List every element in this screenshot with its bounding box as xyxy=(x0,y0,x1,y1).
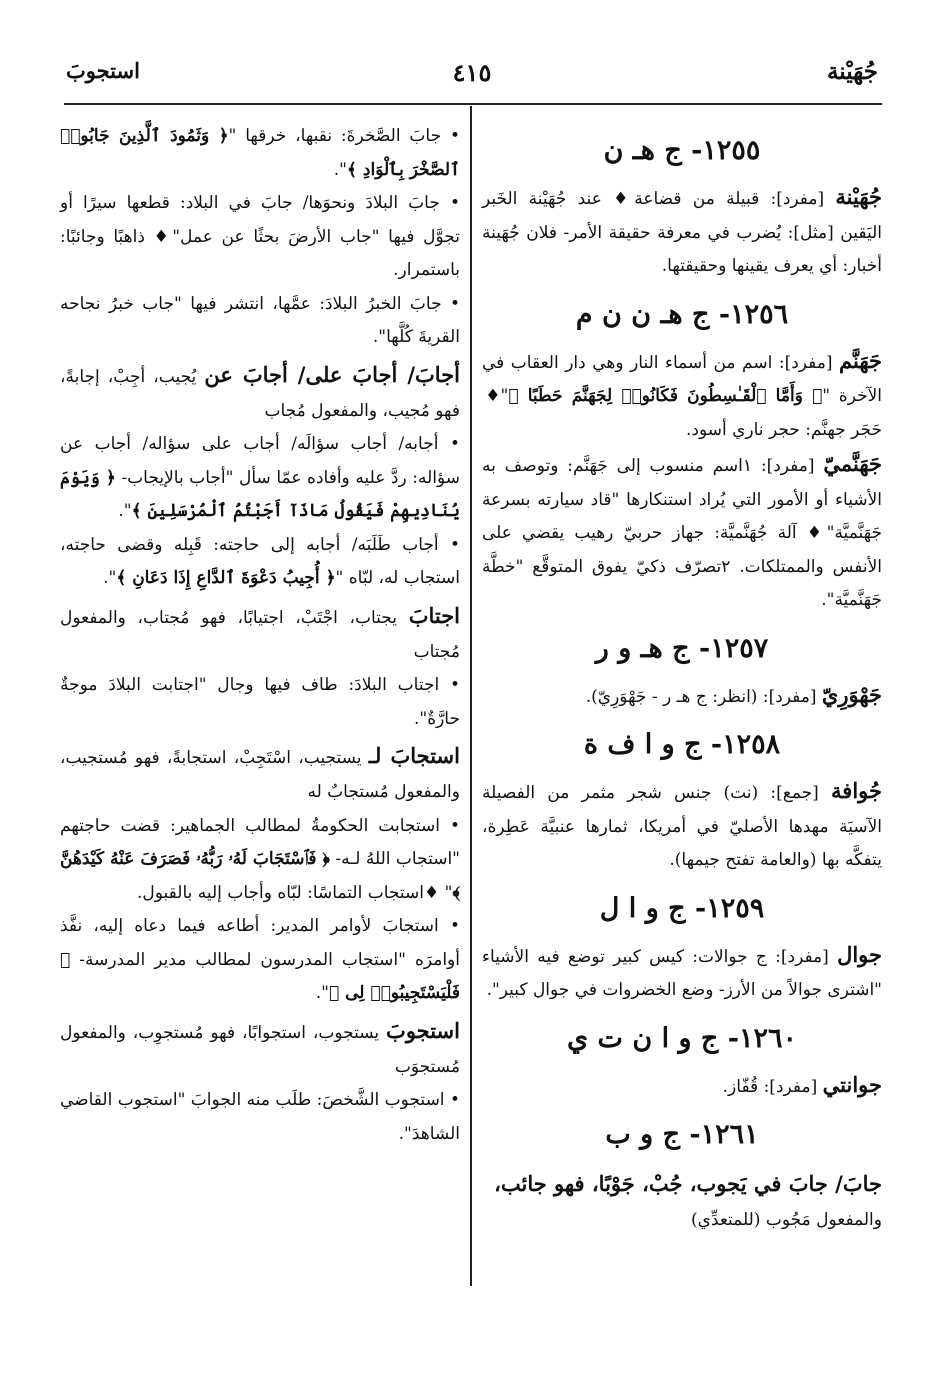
verb-forms: يستجيب، اسْتَجِبْ، استجابةً، فهو مُستجيب، والمفعول مُستجابٌ له xyxy=(60,748,460,802)
sense-text: استجابت الحكومةُ لمطالب الجماهير: قضت حاجتهم "استجاب اللهُ لـه- xyxy=(60,815,460,869)
verb-forms: يجتاب، اجْتَبْ، اجتيابًا، فهو مُجتاب، والمفعول مُجتاب xyxy=(60,607,460,662)
quran-quote: ﴿ وَثَمُودَ ٱلَّذِينَ جَابُوا۟ ٱلصَّخْرَ بِٱلْوَادِ ﴾ xyxy=(60,126,460,180)
sense-text: أجابه/ أجاب سؤالَه/ أجاب على سؤاله/ أجاب عن سؤاله: ردَّ عليه وأفاده عمّا سأل "أجاب بالإيجاب- xyxy=(60,434,460,488)
entry-1255 xyxy=(482,180,882,284)
left-column xyxy=(60,120,460,1151)
verb-lemma: اجتابَ xyxy=(408,602,461,628)
sense-text: " ♦استجاب التماسًا: لبّاه وأجاب إليه بالقبول. xyxy=(137,882,453,903)
lemma: جوانتي xyxy=(822,1071,882,1097)
lemma: جوال xyxy=(837,941,883,967)
lemma: جَهْوَرِيّ xyxy=(821,681,882,707)
right-column xyxy=(482,120,882,1238)
definition: [مفرد]: اسم من أسماء النار وهي دار العقاب في الآخرة " xyxy=(482,352,883,406)
verb-conjugation: جابَ/ جابَ في يَجوب، جُبْ، جَوْبًا، فهو جائب، xyxy=(494,1171,882,1196)
verb-entry xyxy=(60,355,460,429)
page-header xyxy=(66,58,878,94)
entry-1258 xyxy=(482,774,882,878)
lemma: جَهَنَّميّ xyxy=(823,451,882,476)
entry-1259 xyxy=(482,938,882,1008)
verb-forms: يستجوب، استجوابًا، فهو مُستجوِب، والمفعول مُستجوَب xyxy=(60,1022,460,1077)
sense-item xyxy=(60,810,460,911)
definition: [جمع]: (نت) جنس شجر مثمر من الفصيلة الآسيَة مهدها الأصليّ في أمريكا، ثمارها عنبيَّة عَطِرة، يتفكَّه بها (والعامة تفتح جيمها). xyxy=(482,783,882,870)
definition: [مفرد]: قبيلة من قضاعة♦ عند جُهَيْنة الخَبر اليَقين [مثل]: يُضرب في معرفة حقيقة الأمر- فلان جُهَينة أخبار: أي يعرف يقينها وحقيقتها. xyxy=(482,189,882,276)
entry-1256-a xyxy=(482,344,882,448)
sense-item: • جابَ الخبرُ البلادَ: عمَّها، انتشر فيها "جاب خبرُ نجاحه القريةَ كُلَّها". xyxy=(60,288,460,355)
sense-text: ". xyxy=(118,501,132,521)
sense-item: • استجوب الشَّخصَ: طلَب منه الجوابَ "استجوب القاضي الشاهدَ". xyxy=(60,1084,460,1151)
header-rule xyxy=(64,103,882,105)
entry-heading-1260: ١٢٦٠- ج و ا ن ت ي xyxy=(567,1022,797,1054)
lemma: جُهَيْنة xyxy=(835,184,882,209)
entry-heading-1261: ١٢٦١- ج و ب xyxy=(605,1119,759,1150)
entry-heading-1258: ١٢٥٨- ج و ا ف ة xyxy=(583,729,781,760)
sense-text: ". xyxy=(333,159,348,180)
sense-text: استجابَ لأوامر المدير: أطاعه فيما دعاه إليه، نفَّذ أوامرَه "استجاب المدرسون لمطالب مدير المدرسة- xyxy=(60,916,460,970)
sense-text: جابَ الصَّخرةَ: نقبها، خرقها " xyxy=(228,126,442,146)
verb-lemma: استجوبَ xyxy=(386,1017,460,1043)
entry-heading-1256: ١٢٥٦- ج هـ ن ن م xyxy=(575,298,789,330)
quran-quote: ﴿ فَلْيَسْتَجِيبُوا۟ لِى ﴾ xyxy=(60,949,460,1003)
entry-1260 xyxy=(482,1068,882,1105)
sense-text: ". xyxy=(315,983,329,1003)
verb-entry xyxy=(60,1011,460,1085)
definition: "♦ حَجَر جهنَّم: حجر ناري أسود. xyxy=(482,386,882,440)
sense-item xyxy=(60,428,460,529)
entry-1256-b xyxy=(482,447,882,618)
page-number: ٤١٥ xyxy=(452,58,492,87)
verb-entry xyxy=(60,596,460,670)
definition: [مفرد]: ١اسم منسوب إلى جَهَنَّم: وتوصف به الأشياء أو الأمور التي يُراد استنكارها "قاد سيارته بسرعة جَهَنَّميَّة"♦ آلة جُهَنَّميَّة: جهاز حربيّ رهيب يقضي على الأنفس والممتلكات. ٢تصرّف ذكيّ يفوق المتوقَّع "خطَّة جَهَنَّميَّة". xyxy=(482,456,883,610)
sense-item xyxy=(60,529,460,596)
verb-entry xyxy=(60,736,460,810)
sense-item: • اجتاب البلادَ: طاف فيها وجال "اجتابت البلادَ موجةٌ حارَّةٌ". xyxy=(60,669,460,736)
entry-heading-1255: ١٢٥٥- ج هـ ن xyxy=(603,135,761,166)
definition: [مفرد]: قُفّاز. xyxy=(722,1076,818,1097)
definition: [مفرد]: ج جوالات: كيس كبير توضع فيه الأشياء "اشترى جوالاً من الأرز- وضع الخضروات في جوال كبير". xyxy=(482,946,882,1000)
quran-quote: ﴿ وَأَمَّا ٱلْقَـٰسِطُونَ فَكَانُوا۟ لِجَهَنَّمَ حَطَبًا ﴾ xyxy=(508,386,823,406)
sense-text: ". xyxy=(103,568,117,588)
quran-quote: ﴿ أُجِيبُ دَعْوَةَ ٱلدَّاعِ إِذَا دَعَانِ ﴾ xyxy=(116,568,336,588)
entry-heading-1257: ١٢٥٧- ج هـ و ر xyxy=(595,632,769,664)
sense-item: • جابَ البلادَ ونحوَها/ جابَ في البلاد: قطعها سيرًا أو تجوَّل فيها "جاب الأرضَ بحثًا عن عمل"♦ ذاهبًا وجائبًا: باستمرار. xyxy=(60,187,460,288)
quran-quote: ﴿ فَٱسْتَجَابَ لَهُۥ رَبُّهُۥ فَصَرَفَ عَنْهُ كَيْدَهُنَّ ﴾ xyxy=(60,849,460,903)
entry-1261: والمفعول مَجُوب (للمتعدِّي) xyxy=(690,1210,882,1230)
quran-quote: ﴿ وَيَوْمَ يُنَادِيهِمْ فَيَقُولُ مَاذَآ أَجَبْتُمُ ٱلْمُرْسَلِينَ ﴾ xyxy=(60,467,460,521)
verb-lemma: استجابَ لـ xyxy=(368,743,460,768)
lemma: جَهَنَّم xyxy=(839,347,882,373)
verb-lemma: أجابَ/ أجابَ على/ أجابَ عن xyxy=(204,361,461,387)
sense-text: أجاب طَلَبَه/ أجابه إلى حاجته: قَبِله وقضى حاجته، استجاب له، لبّاه " xyxy=(60,534,460,588)
definition: [مفرد]: (انظر: ج هـ ر - جَهْوَرِيّ). xyxy=(585,686,817,707)
verb-forms: يُجيب، أجِبْ، إجابةً، فهو مُجيب، والمفعول مُجاب xyxy=(60,366,460,421)
sense-item xyxy=(60,910,460,1011)
entry-heading-1259: ١٢٥٩- ج و ا ل xyxy=(599,892,765,924)
column-divider xyxy=(470,106,472,1286)
entry-1257 xyxy=(482,678,882,715)
header-guide-word-left: استجوبَ xyxy=(66,58,140,83)
sense-item xyxy=(60,120,460,187)
lemma: جُوافة xyxy=(831,778,883,803)
header-guide-word-right: جُهَيْنة xyxy=(826,58,878,85)
